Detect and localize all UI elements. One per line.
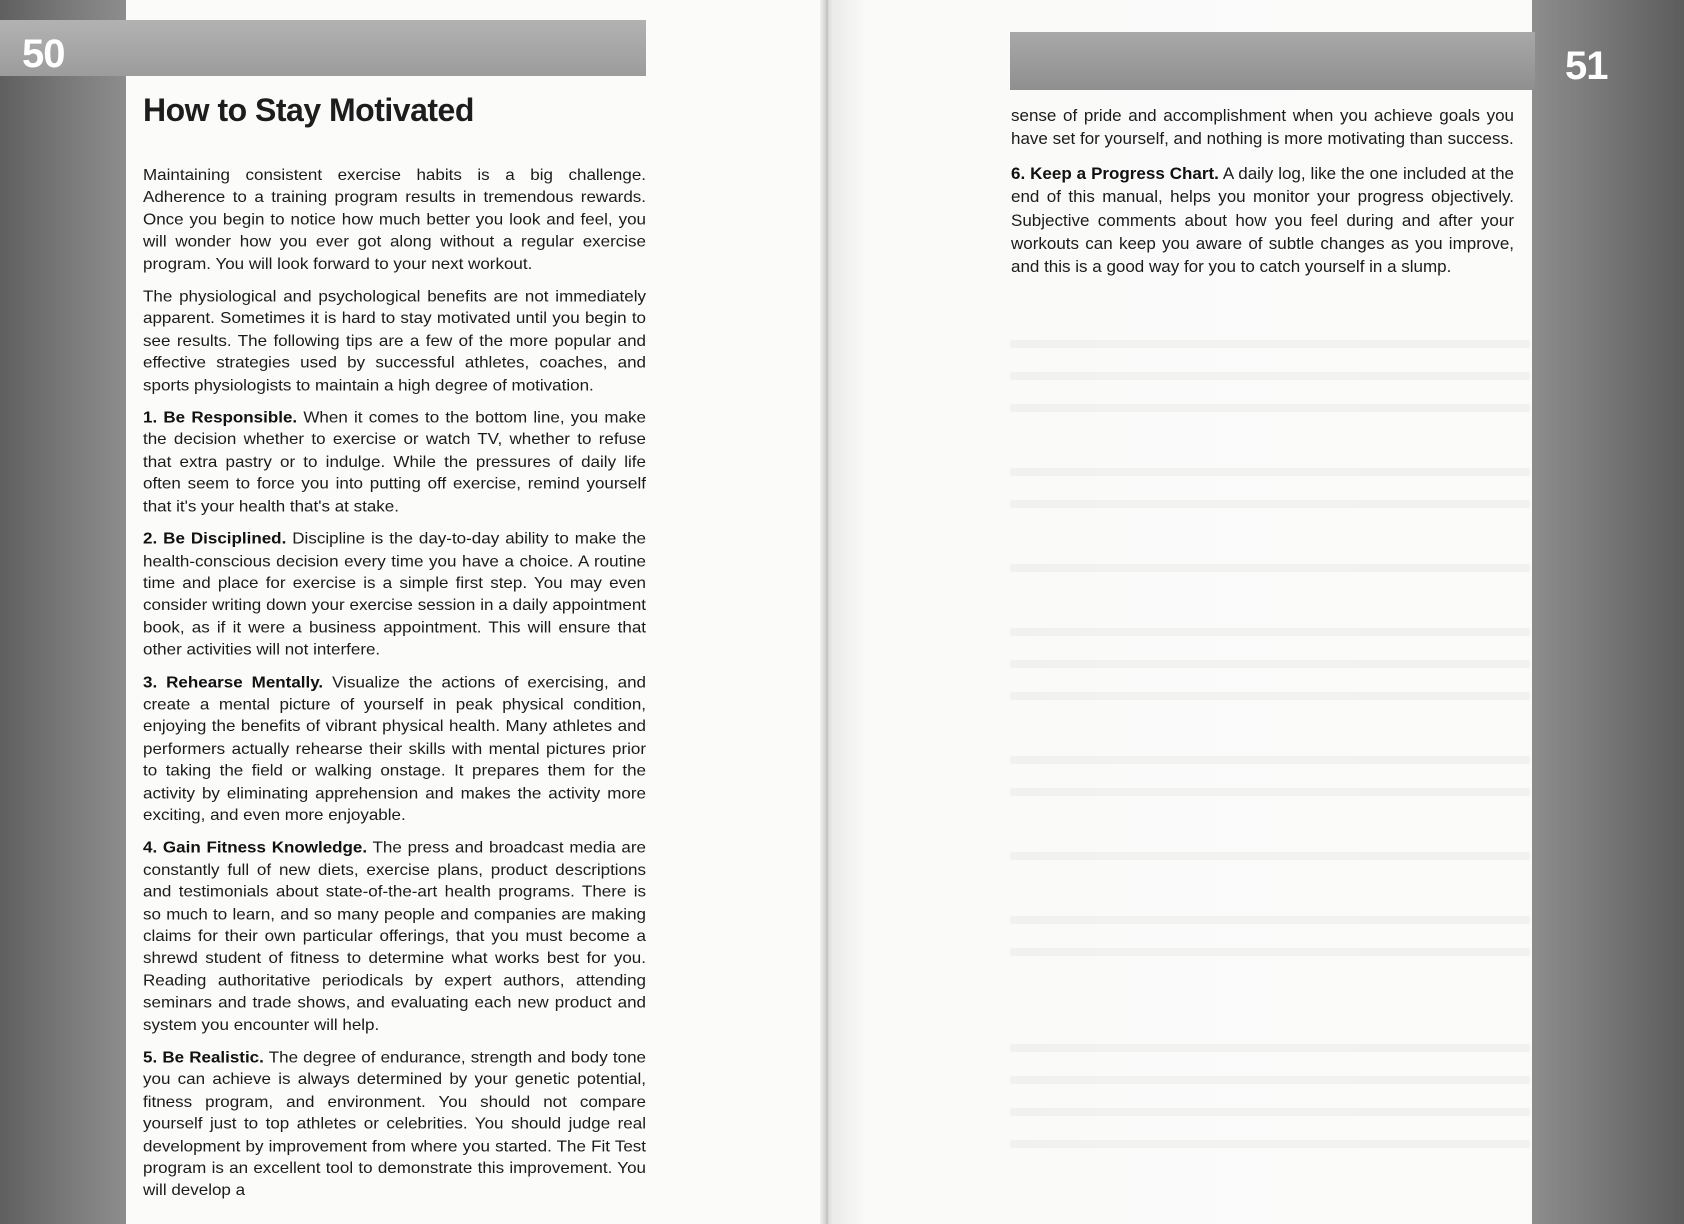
tip-paragraph xyxy=(143,528,646,661)
page-header-bar-right xyxy=(1010,32,1535,90)
tip-heading: 6. Keep a Progress Chart. xyxy=(1011,163,1219,183)
tip-paragraph xyxy=(143,671,646,826)
left-text-column xyxy=(143,164,646,1212)
tip-text: The press and broadcast media are constantly full of new diets, exercise plans, product descriptions and testimonials about state-of-the-art health programs. There is so much to learn, and so many people and companies are making claims for their own particular offerings, that you must become a shrewd student of fitness to determine what works best for you. Reading authoritative periodicals by expert authors, attending seminars and trade shows, and evaluating each new product and system you encounter will help. xyxy=(143,838,646,1034)
tip-text: The degree of endurance, strength and body tone you can achieve is always determined by your genetic potential, fitness program, and environment. You should not compare yourself just to top athletes or celebrities. You should judge real development by improvement from where you started. The Fit Test program is an excellent tool to demonstrate this improvement. You will develop a xyxy=(143,1048,647,1200)
intro-paragraph: The physiological and psychological benefits are not immediately apparent. Sometimes it is hard to stay motivated until you begin to see results. The following tips are a few of the more popular and effective strategies used by successful athletes, coaches, and sports physiologists to maintain a high degree of motivation. xyxy=(143,287,646,394)
tip-text: When it comes to the bottom line, you make the decision whether to exercise or watch TV, whether to refuse that extra pastry or to indulge. While the pressures of daily life often seem to force you into putting off exercise, remind yourself that it's your health that's at stake. xyxy=(143,408,646,515)
tip-text: Visualize the actions of exercising, and create a mental picture of yourself in peak physical condition, enjoying the benefits of vibrant physical health. Many athletes and performers actually rehearse their skills with mental pictures prior to taking the field or walking onstage. It prepares them for the activity by eliminating apprehension and makes the activity more exciting, and even more enjoyable. xyxy=(143,672,647,824)
book-gutter xyxy=(820,0,834,1224)
tip-paragraph xyxy=(143,1046,646,1201)
tip-text: Discipline is the day-to-day ability to make the health-conscious decision every time you have a choice. A routine time and place for exercise is a simple first step. You may even consider writing down your exercise session in a daily appointment book, as if it were a business appointment. This will ensure that other activities will not interfere. xyxy=(143,529,646,659)
page-title: How to Stay Motivated xyxy=(143,92,474,128)
tip-paragraph xyxy=(143,837,646,1036)
tip-heading: 3. Rehearse Mentally. xyxy=(143,672,324,691)
page-header-bar-left xyxy=(0,20,646,76)
page-number-left: 50 xyxy=(22,32,65,76)
right-text-column xyxy=(1011,104,1514,290)
tip-paragraph xyxy=(143,406,646,517)
book-edge-right xyxy=(1532,0,1684,1224)
book-edge-left xyxy=(0,0,126,1224)
page-number-right: 51 xyxy=(1565,44,1608,88)
tip-heading: 5. Be Realistic. xyxy=(143,1048,264,1067)
tip-heading: 4. Gain Fitness Knowledge. xyxy=(143,838,368,857)
tip-text: A daily log, like the one included at the end of this manual, helps you monitor your progress objectively. Subjective comments about how you feel during and after your workouts can keep you aware of subtle changes as you improve, and this is a good way for you to catch yourself in a slump. xyxy=(1011,163,1514,277)
intro-paragraph: Maintaining consistent exercise habits is a big challenge. Adherence to a training program results in tremendous rewards. Once you begin to notice how much better you look and feel, you will wonder how you ever got along without a regular exercise program. You will look forward to your next workout. xyxy=(143,165,646,273)
tip-paragraph xyxy=(1011,162,1514,279)
tip-heading: 2. Be Disciplined. xyxy=(143,529,287,548)
continuation-paragraph: sense of pride and accomplishment when you achieve goals you have set for yourself, and nothing is more motivating than success. xyxy=(1011,106,1514,149)
tip-heading: 1. Be Responsible. xyxy=(143,408,298,427)
